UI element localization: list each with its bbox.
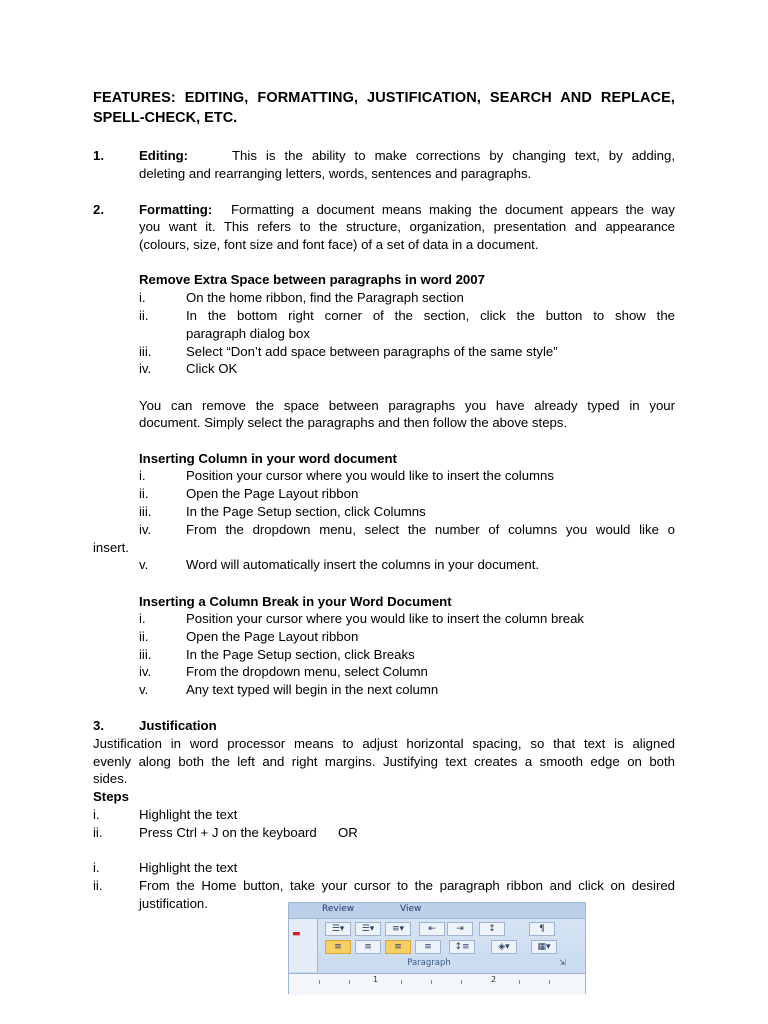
align-center-icon[interactable]: ≡ (355, 940, 381, 954)
list-item: Highlight the text (139, 860, 238, 875)
ribbon-tabs (289, 903, 585, 919)
list-item: Click OK (186, 361, 238, 376)
ruler-tick (461, 980, 462, 984)
list-number: iv. (139, 522, 152, 537)
paragraph-line: evenly along both the left and right margins. Justifying text creates a smooth edge on both (93, 754, 675, 769)
list-number: i. (139, 611, 146, 626)
section-heading: Justification (139, 718, 217, 733)
align-left-icon[interactable]: ≡ (325, 940, 351, 954)
paragraph-ribbon-image (288, 902, 586, 994)
list-number: iii. (139, 344, 152, 359)
paragraph-group-label: Paragraph (407, 958, 451, 968)
or-text: OR (338, 825, 358, 840)
list-item: In the bottom right corner of the section, click the button to show the (186, 308, 675, 323)
list-number: iv. (139, 361, 152, 376)
paragraph-line: You can remove the space between paragraphs you have already typed in your (139, 398, 675, 413)
show-marks-icon[interactable]: ¶ (529, 922, 555, 936)
numbering-icon[interactable]: ☰▾ (355, 922, 381, 936)
dialog-launcher-icon[interactable]: ⇲ (559, 958, 566, 967)
ruler-tick (519, 980, 520, 984)
list-number: v. (139, 557, 149, 572)
bullets-icon[interactable]: ☰▾ (325, 922, 351, 936)
list-number: ii. (93, 825, 103, 840)
increase-indent-icon[interactable]: ⇥ (447, 922, 473, 936)
subsection-heading: Inserting a Column Break in your Word Document (139, 594, 452, 609)
paragraph-line: Formatting a document means making the document appears the way (231, 202, 675, 217)
list-number: ii. (139, 486, 149, 501)
section-number: 2. (93, 202, 104, 217)
multilevel-list-icon[interactable]: ≡▾ (385, 922, 411, 936)
ruler-tick (549, 980, 550, 984)
sort-icon[interactable]: ↕ (479, 922, 505, 936)
list-number: i. (139, 290, 146, 305)
list-item: Position your cursor where you would like to insert the columns (186, 468, 554, 483)
list-item: In the Page Setup section, click Columns (186, 504, 426, 519)
list-item: Open the Page Layout ribbon (186, 486, 359, 501)
list-item: Word will automatically insert the columns in your document. (186, 557, 540, 572)
borders-icon[interactable]: ▦▾ (531, 940, 557, 954)
tab-review[interactable]: Review (322, 904, 355, 914)
list-item-continued: paragraph dialog box (186, 326, 310, 341)
section-heading: Editing: (139, 148, 189, 163)
subsection-heading: Remove Extra Space between paragraphs in word 2007 (139, 272, 485, 287)
list-item: Highlight the text (139, 807, 238, 822)
list-number: iv. (139, 664, 152, 679)
list-item: Any text typed will begin in the next column (186, 682, 439, 697)
ruler-tick (431, 980, 432, 984)
list-number: i. (139, 468, 146, 483)
page-title-line2: SPELL-CHECK, ETC. (93, 110, 238, 126)
align-right-icon[interactable]: ≡ (385, 940, 411, 954)
list-item: Open the Page Layout ribbon (186, 629, 359, 644)
steps-heading: Steps (93, 789, 129, 804)
paragraph-line: you want it. This refers to the structure, organization, presentation and appearance (139, 219, 675, 234)
paragraph-line: sides. (93, 771, 128, 786)
list-number: ii. (139, 629, 149, 644)
list-item: In the Page Setup section, click Breaks (186, 647, 415, 662)
tab-view[interactable]: View (400, 904, 422, 914)
justify-icon[interactable]: ≡ (415, 940, 441, 954)
list-number: i. (93, 860, 100, 875)
subsection-heading: Inserting Column in your word document (139, 451, 397, 466)
list-item: From the dropdown menu, select the number of columns you would like o (186, 522, 675, 537)
ruler-tick (349, 980, 350, 984)
paragraph-line: document. Simply select the paragraphs and then follow the above steps. (139, 415, 568, 430)
list-number: iii. (139, 504, 152, 519)
section-heading: Formatting: (139, 202, 213, 217)
ruler (289, 973, 585, 995)
section-number: 3. (93, 718, 104, 733)
paragraph-line: Justification in word processor means to adjust horizontal spacing, so that text is aligned (93, 736, 675, 751)
decrease-indent-icon[interactable]: ⇤ (419, 922, 445, 936)
paragraph-line: (colours, size, font size and font face) of a set of data in a document. (139, 237, 539, 252)
shading-icon[interactable]: ◈▾ (491, 940, 517, 954)
list-item: Position your cursor where you would like to insert the column break (186, 611, 585, 626)
list-item: From the dropdown menu, select Column (186, 664, 428, 679)
list-item: On the home ribbon, find the Paragraph section (186, 290, 464, 305)
list-number: ii. (139, 308, 149, 323)
paragraph-line: deleting and rearranging letters, words, sentences and paragraphs. (139, 166, 532, 181)
list-item: Press Ctrl + J on the keyboard (139, 825, 317, 840)
ruler-number: 1 (373, 975, 379, 984)
list-number: v. (139, 682, 149, 697)
list-item-continued: insert. (93, 540, 129, 555)
list-item-continued: justification. (139, 896, 208, 911)
paragraph-line: This is the ability to make corrections by changing text, by adding, (232, 148, 675, 163)
font-color-icon: ▬ (292, 929, 301, 939)
list-number: iii. (139, 647, 152, 662)
section-number: 1. (93, 148, 104, 163)
page-title-line1: FEATURES: EDITING, FORMATTING, JUSTIFICATION, SEARCH AND REPLACE, (93, 90, 675, 106)
list-item: From the Home button, take your cursor to the paragraph ribbon and click on desired (139, 878, 675, 893)
ruler-tick (319, 980, 320, 984)
list-item: Select “Don’t add space between paragraphs of the same style” (186, 344, 558, 359)
ruler-tick (401, 980, 402, 984)
line-spacing-icon[interactable]: ↕≡ (449, 940, 475, 954)
list-number: i. (93, 807, 100, 822)
list-number: ii. (93, 878, 103, 893)
ruler-number: 2 (491, 975, 497, 984)
